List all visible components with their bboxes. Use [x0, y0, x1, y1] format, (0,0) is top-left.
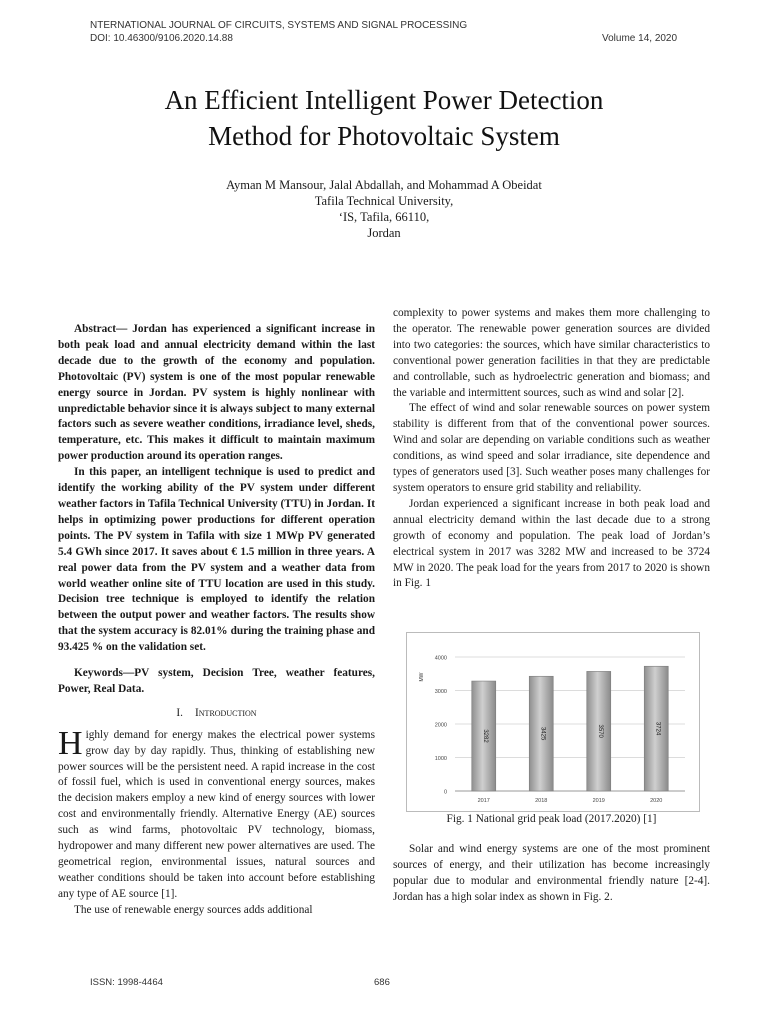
keywords: Keywords—PV system, Decision Tree, weather features, Power, Real Data.	[58, 667, 375, 695]
y-axis-label: MW	[419, 672, 425, 682]
x-tick-label: 2018	[535, 798, 548, 804]
title-line-2: Method for Photovoltaic System	[208, 121, 560, 151]
right-paragraph-2: The effect of wind and solar renewable sources on power system stability is different from that of the conventional power sources. Wind and solar are depending on variable conditions such as weather conditions, as wind speed and solar irradiance, site dependence and types of generators used [3]. Such weather poses many challenges for system operators to ensure grid stability and reliability.	[393, 402, 710, 494]
affiliation-line-3: Jordan	[367, 226, 401, 240]
y-tick-label: 1000	[434, 756, 447, 762]
title-line-1: An Efficient Intelligent Power Detection	[164, 85, 604, 115]
bar-value-label: 3570	[596, 724, 603, 738]
right-paragraph-3: Jordan experienced a significant increase in both peak load and annual electricity demand within the last decade due to a strong growth of economy and population. The peak load of Jordan’s electrical system in 2017 was 3282 MW and increased to be 3724 MW in 2020. The peak load for the years from 2017 to 2020 is shown in Fig. 1	[393, 497, 710, 590]
bar-value-label: 3724	[654, 721, 661, 736]
y-tick-label: 4000	[434, 655, 447, 662]
section-title: Introduction	[195, 706, 257, 719]
figure-caption: Fig. 1 National grid peak load (2017.2020) [1]	[446, 813, 657, 825]
section-heading	[58, 706, 375, 722]
bar-value-label: 3282	[481, 729, 488, 743]
intro-text-1: ighly demand for energy makes the electrical power systems grow day by day rapidly. Thus, thinking of establishing new power sources will be the persistent need. A rapid increase in the cost of fossil fuel, which is used in conventional energy sources, makes the decision makers employ a new kind of energy sources with lower cost and environmentally friendly. Alternative Energy (AE) sources such as wind farms, photovoltaic PV technology, biomass, hydropower and many different new power alternatives are used. The geometrical region, environmental issues, natural sources and weather conditions should be taken into account before establishing any type of AE source [1].	[58, 728, 375, 900]
bar-value-label: 3425	[539, 726, 546, 741]
x-tick-label: 2019	[592, 798, 605, 804]
y-tick-label: 2000	[434, 722, 447, 729]
affiliation-line-1: Tafila Technical University,	[314, 194, 454, 208]
abstract-paragraph-1: Abstract— Jordan has experienced a significant increase in both peak load and annual electricity demand within the last decade due to the growth of the economy and population. Photovoltaic (PV) system is one of the most popular renewable energy source in Jordan. PV system is highly nonlinear with unpredictable behavior since it is always subject to many external factors such as severe weather conditions, irradiance level, sheds, temperature, etc. This makes it difficult to maintain maximum power production around its operation ranges.	[58, 323, 375, 463]
affiliation-line-2: ‘IS, Tafila, 66110,	[338, 210, 430, 224]
page-number: 686	[374, 977, 390, 988]
journal-name: NTERNATIONAL JOURNAL OF CIRCUITS, SYSTEMS AND SIGNAL PROCESSING	[90, 20, 468, 31]
author-names: Ayman M Mansour, Jalal Abdallah, and Mohammad A Obeidat	[226, 178, 542, 192]
drop-cap: H	[58, 724, 83, 762]
x-tick-label: 2020	[650, 798, 663, 804]
abstract-paragraph-2: In this paper, an intelligent technique is used to predict and identify the working ability of the PV system under different weather factors in Tafila Technical University (TTU) in Jordan. It helps in optimizing power productions for different operation points. The PV system in Tafila with size 1 MWp PV generated 5.4 GWh since 2017. It saves about € 1.5 million in three years. A real power data from the PV system and a weather data from world weather online site of TTU location are used in this study. Decision tree technique is employed to identify the relation between the output power and weather factors. The results show that the system accuracy is 82.01% during the training phase and 93.425 % on the validation set.	[58, 466, 375, 654]
bar-chart-svg	[407, 633, 699, 811]
author-block	[134, 177, 634, 241]
section-numeral: I.	[176, 706, 184, 719]
paper-title	[60, 82, 708, 154]
right-column-top	[393, 306, 710, 592]
figure-1-chart	[406, 632, 700, 812]
right-column-bottom	[393, 842, 710, 906]
right-paragraph-1: complexity to power systems and makes them more challenging to the operator. The renewable power generation sources are divided into two categories: the sources, which have similar characteristics to conventional power generation facilities in that they are predictable and controllable, such as hydroelectric generation and biomass; and the variable and intermittent sources, such as wind and solar [2].	[393, 307, 710, 399]
intro-paragraph-2: The use of renewable energy sources adds additional	[74, 903, 313, 916]
issn: ISSN: 1998-4464	[90, 977, 163, 988]
y-tick-label: 3000	[434, 689, 447, 695]
right-paragraph-4: Solar and wind energy systems are one of the most prominent sources of energy, and their utilization has become increasingly popular due to modular and environmental friendly nature [2-4]. Jordan has a high solar index as shown in Fig. 2.	[393, 843, 710, 903]
x-tick-label: 2017	[477, 798, 490, 804]
y-tick-label: 0	[443, 789, 447, 796]
left-column	[58, 322, 375, 919]
doi: DOI: 10.46300/9106.2020.14.88	[90, 33, 233, 44]
volume: Volume 14, 2020	[602, 33, 678, 44]
intro-paragraph-1	[58, 724, 375, 903]
